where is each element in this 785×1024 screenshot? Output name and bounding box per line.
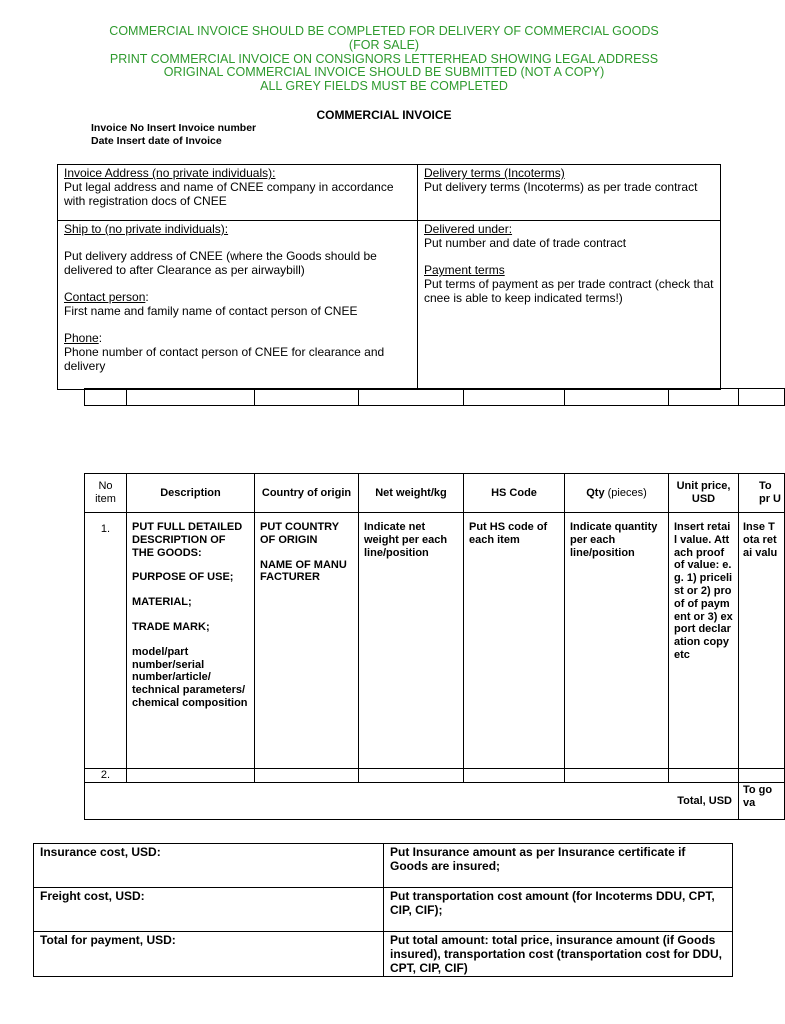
contact-person-text: First name and family name of contact person of CNEE <box>64 304 358 318</box>
delivery-terms-heading: Delivery terms (Incoterms) <box>424 166 565 180</box>
row1-no: 1. <box>85 513 127 769</box>
row2-net-weight[interactable] <box>359 769 464 783</box>
header-qty-unit: (pieces) <box>607 486 647 499</box>
delivery-terms-text: Put delivery terms (Incoterms) as per trade contract <box>424 180 698 194</box>
header-qty-label: Qty <box>586 486 605 499</box>
row2-description[interactable] <box>127 769 255 783</box>
phone-heading-row <box>64 331 411 345</box>
goods-table <box>84 473 785 820</box>
document-title: COMMERCIAL INVOICE <box>316 108 452 122</box>
desc-line: PURPOSE OF USE; <box>132 571 234 584</box>
invoice-number-field[interactable]: Invoice No Insert Invoice number <box>91 122 257 134</box>
contact-colon: : <box>145 290 149 304</box>
notice-line: COMMERCIAL INVOICE SHOULD BE COMPLETED FOR DELIVERY OF COMMERCIAL GOODS <box>109 24 659 38</box>
desc-line: PUT FULL DETAILED DESCRIPTION OF THE GOODS: <box>132 521 243 559</box>
header-total-price: To pr U <box>739 474 785 513</box>
header-net-weight: Net weight/kg <box>359 474 464 513</box>
spacer-cell <box>127 389 255 406</box>
spacer-cell <box>669 389 739 406</box>
row1-total-price[interactable]: Inse Tota retai valu <box>739 513 785 769</box>
row2-qty[interactable] <box>565 769 669 783</box>
row1-hs-code[interactable]: Put HS code of each item <box>464 513 565 769</box>
row1-net-weight[interactable]: Indicate net weight per each line/position <box>359 513 464 769</box>
insurance-cost-label: Insurance cost, USD: <box>34 844 384 888</box>
desc-line: MATERIAL; <box>132 596 192 609</box>
notice-line: ALL GREY FIELDS MUST BE COMPLETED <box>260 79 508 94</box>
header-hs-code: HS Code <box>464 474 565 513</box>
header-unit-price: Unit price, USD <box>669 474 739 513</box>
notice-line: (FOR SALE) <box>348 37 420 52</box>
payment-terms-text: Put terms of payment as per trade contract (check that cnee is able to keep indicated terms!) <box>424 277 714 305</box>
row1-unit-price[interactable]: Insert retail value. Attach proof of value: e.g. 1) pricelist or 2) proof of payment or 3) export declaration copy etc <box>669 513 739 769</box>
row2-total-price[interactable] <box>739 769 785 783</box>
invoice-address-text: Put legal address and name of CNEE company in accordance with registration docs of CNEE <box>64 180 394 208</box>
header-qty <box>565 474 669 513</box>
header-no-item: No item <box>85 474 127 513</box>
spacer-cell <box>739 389 785 406</box>
insurance-cost-value[interactable]: Put Insurance amount as per Insurance certificate if Goods are insured; <box>384 844 733 888</box>
address-table <box>57 164 721 390</box>
costs-table <box>33 843 733 977</box>
spacer-cell <box>85 389 127 406</box>
payment-terms-heading: Payment terms <box>424 263 505 277</box>
spacer-cell <box>359 389 464 406</box>
header-country: Country of origin <box>255 474 359 513</box>
notice-line: PRINT COMMERCIAL INVOICE ON CONSIGNORS LETTERHEAD SHOWING LEGAL ADDRESS <box>109 51 659 66</box>
phone-text: Phone number of contact person of CNEE for clearance and delivery <box>64 345 385 373</box>
invoice-address-cell[interactable] <box>58 165 418 221</box>
delivered-under-cell[interactable] <box>418 221 721 390</box>
total-usd-label: Total, USD <box>85 783 739 820</box>
contact-person-heading: Contact person <box>64 290 146 304</box>
row1-qty[interactable]: Indicate quantity per each line/position <box>565 513 669 769</box>
ship-to-text: Put delivery address of CNEE (where the Goods should be delivered to after Clearance as per airwaybill) <box>64 249 377 277</box>
ship-to-heading: Ship to (no private individuals): <box>64 222 229 236</box>
freight-cost-label: Freight cost, USD: <box>34 888 384 932</box>
delivered-under-heading: Delivered under: <box>424 222 513 236</box>
row1-description[interactable] <box>127 513 255 769</box>
row2-hs-code[interactable] <box>464 769 565 783</box>
row2-unit-price[interactable] <box>669 769 739 783</box>
row1-country[interactable] <box>255 513 359 769</box>
phone-colon: : <box>98 331 103 345</box>
desc-line: TRADE MARK; <box>132 620 210 633</box>
freight-cost-value[interactable]: Put transportation cost amount (for Incoterms DDU, CPT, CIP, CIF); <box>384 888 733 932</box>
phone-heading: Phone <box>64 331 99 345</box>
empty-spacer-row <box>84 388 785 406</box>
instructions-notice <box>0 25 768 94</box>
total-payment-label: Total for payment, USD: <box>34 932 384 977</box>
invoice-address-heading: Invoice Address (no private individuals): <box>64 166 276 180</box>
total-goods-value[interactable]: To go va <box>739 783 785 820</box>
country-line: PUT COUNTRY OF ORIGIN <box>260 521 339 546</box>
row2-country[interactable] <box>255 769 359 783</box>
total-payment-value[interactable]: Put total amount: total price, insurance amount (if Goods insured), transportation cost (transportation cost for DDU, CPT, CIP, CIF) <box>384 932 733 977</box>
spacer-cell <box>255 389 359 406</box>
row2-no: 2. <box>85 769 127 783</box>
header-description: Description <box>127 474 255 513</box>
desc-line: model/part number/serial number/article/ technical parameters/ chemical composition <box>132 645 248 709</box>
contact-person-heading-row <box>64 290 411 304</box>
notice-line: ORIGINAL COMMERCIAL INVOICE SHOULD BE SUBMITTED (NOT A COPY) <box>163 65 605 80</box>
manufacturer-line: NAME OF MANUFACTURER <box>260 558 347 584</box>
delivered-under-text: Put number and date of trade contract <box>424 236 627 250</box>
spacer-cell <box>464 389 565 406</box>
delivery-terms-cell[interactable] <box>418 165 721 221</box>
invoice-date-field[interactable]: Date Insert date of Invoice <box>91 135 222 147</box>
spacer-cell <box>565 389 669 406</box>
ship-to-cell[interactable] <box>58 221 418 390</box>
